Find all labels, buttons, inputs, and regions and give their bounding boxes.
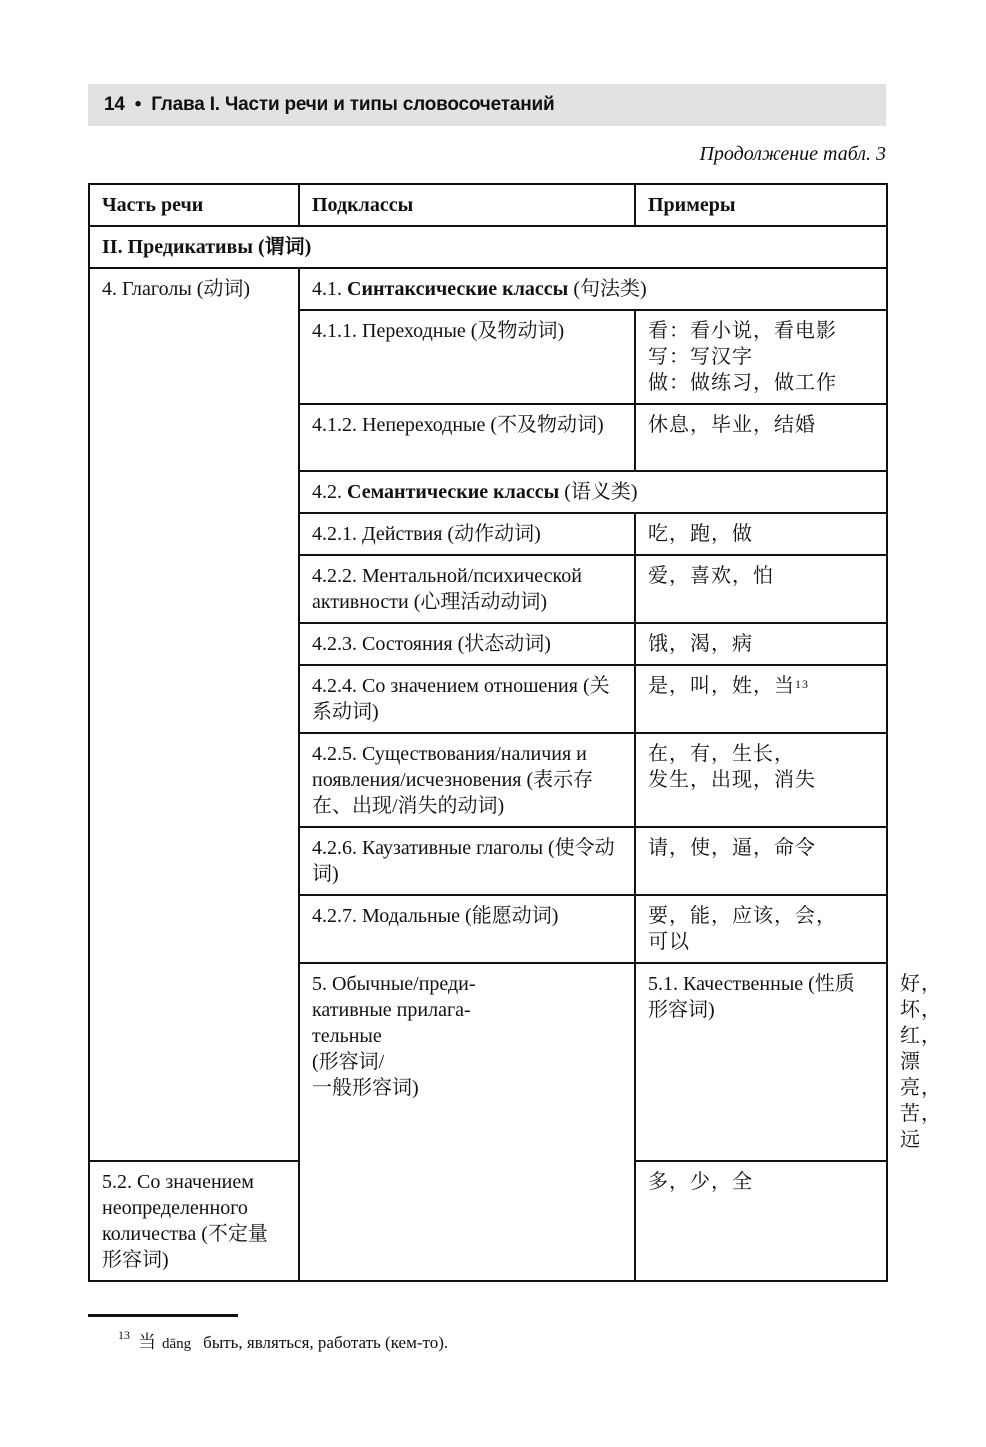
subclass-cell: 4.1.1. Переходные (及物动词) <box>299 310 635 404</box>
footnote-text: быть, являться, работать (кем-то). <box>203 1333 449 1352</box>
subclass-group-heading: 4.2. Семантические классы (语义类) <box>299 471 887 513</box>
table-continuation-note: Продолжение табл. 3 <box>699 143 886 165</box>
table-row: 5. Обычные/преди- кативные прилага- тельные (形容词/ 一般形容词) 5.1. Качественные (性质形容词) 好，坏，红，漂亮，苦， 远 <box>89 963 887 1161</box>
parts-of-speech-table <box>88 183 942 1282</box>
section-row <box>89 226 887 268</box>
subclass-cell: 4.2.7. Модальные (能愿动词) <box>299 895 635 963</box>
examples-cell: 在，有，生长， 发生，出现，消失 <box>635 733 887 827</box>
examples-cell: 吃，跑，做 <box>635 513 887 555</box>
subclass-cell: 4.1.2. Непереходные (不及物动词) <box>299 404 635 471</box>
examples-cell: 要，能，应该，会， 可以 <box>635 895 887 963</box>
examples-cell: 是，叫，姓，当$^{13}$ <box>635 665 887 733</box>
subclass-group-heading: 4.1. Синтаксические классы (句法类) <box>299 268 887 310</box>
running-head <box>88 84 886 126</box>
chapter-title: Глава I. Части речи и типы словосочетаний <box>151 94 555 115</box>
bullet-separator: • <box>134 94 142 115</box>
footnote-reference: 13 <box>795 677 809 691</box>
examples-cell: 请，使，逼，命令 <box>635 827 887 895</box>
subclass-cell: 4.2.6. Каузативные глаголы (使令动词) <box>299 827 635 895</box>
subclass-cell: 4.2.3. Состояния (状态动词) <box>299 623 635 665</box>
page-number: 14 <box>104 94 125 115</box>
subclass-cell: 4.2.1. Действия (动作动词) <box>299 513 635 555</box>
column-header-examples: Примеры <box>635 184 887 226</box>
examples-cell: 休息，毕业，结婚 <box>635 404 887 471</box>
subclass-cell: 4.2.2. Ментальной/психической активности (心理活动动词) <box>299 555 635 623</box>
examples-cell: 多，少，全 <box>635 1161 887 1281</box>
footnote-hanzi: 当 <box>138 1332 156 1352</box>
subclass-cell: 4.2.5. Существования/наличия и появления/исчезновения (表示存在、出现/消失的动词) <box>299 733 635 827</box>
footnote-pinyin: dāng <box>162 1336 192 1352</box>
subclass-cell: 5.2. Со значением неопределенного количества (不定量形容词) <box>89 1161 299 1281</box>
column-header-part-of-speech: Часть речи <box>89 184 299 226</box>
column-header-subclasses: Подклассы <box>299 184 635 226</box>
subclass-cell: 4.2.4. Со значением отношения (关系动词) <box>299 665 635 733</box>
subclass-cell: 5.1. Качественные (性质形容词) <box>635 963 887 1161</box>
footnote-separator <box>88 1314 238 1317</box>
section-title: II. Предикативы (谓词) <box>89 226 887 268</box>
examples-cell: 饿，渴，病 <box>635 623 887 665</box>
table-row <box>89 268 887 310</box>
table-header-row <box>89 184 887 226</box>
examples-cell: 爱，喜欢，怕 <box>635 555 887 623</box>
part-of-speech-adjectives: 5. Обычные/преди- кативные прилага- тельные (形容词/ 一般形容词) <box>299 963 635 1281</box>
part-of-speech-verbs: 4. Глаголы (动词) <box>89 268 299 1161</box>
footnote <box>118 1328 448 1354</box>
examples-cell: 看：看小说，看电影 写：写汉字 做：做练习，做工作 <box>635 310 887 404</box>
footnote-number: 13 <box>118 1328 130 1342</box>
